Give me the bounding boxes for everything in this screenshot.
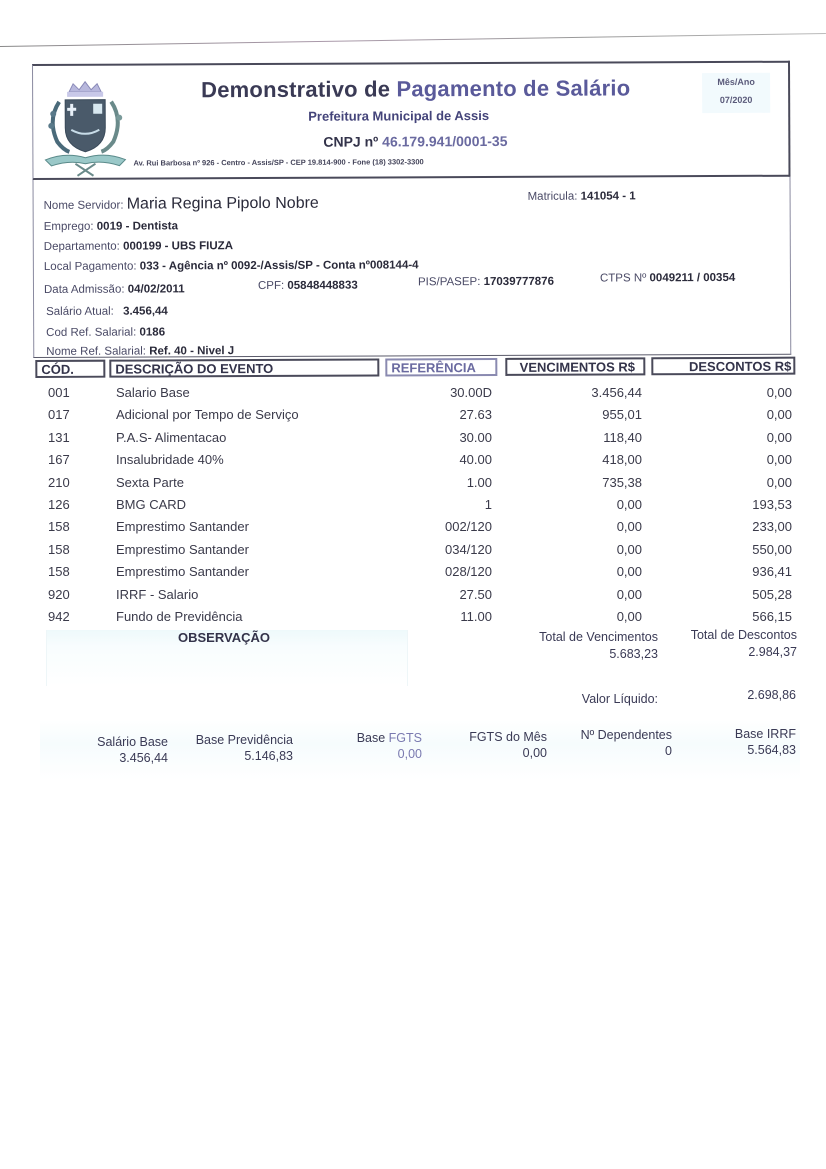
event-deductions: 0,00: [766, 407, 792, 423]
event-earnings: 0,00: [616, 586, 642, 602]
pis-value: 17039777876: [483, 275, 554, 289]
fgts-month: [446, 730, 547, 760]
column-header-earnings: VENCIMENTOS R$: [505, 357, 645, 376]
registration: [528, 190, 636, 202]
salary-ref-code-value: 0186: [139, 326, 166, 339]
event-deductions: 936,41: [752, 564, 792, 580]
job-label: Emprego:: [43, 220, 94, 233]
event-reference: 27.63: [459, 407, 492, 423]
event-earnings: 0,00: [616, 519, 642, 535]
irrf-base: [692, 727, 796, 757]
event-code: 131: [48, 429, 70, 445]
payslip: [32, 61, 795, 380]
column-header-reference: REFERÊNCIA: [385, 358, 497, 376]
table-row: [32, 494, 794, 516]
event-earnings: 0,00: [616, 496, 642, 512]
event-earnings: 118,40: [603, 429, 642, 445]
pension-base: [178, 733, 293, 763]
event-earnings: 0,00: [616, 564, 642, 580]
department-value: 000199 - UBS FIUZA: [123, 240, 234, 253]
event-reference: 002/120: [445, 519, 492, 535]
job: [44, 220, 178, 233]
event-deductions: 505,28: [752, 586, 792, 602]
event-reference: 034/120: [445, 541, 492, 557]
column-header-description: DESCRIÇÃO DO EVENTO: [109, 358, 379, 377]
payment-place-value: 033 - Agência nº 0092-/Assis/SP - Conta nº008144-4: [139, 259, 419, 273]
event-code: 158: [48, 519, 70, 535]
salary-base-label: Salário Base: [97, 735, 168, 749]
table-row: [32, 449, 794, 471]
total-deductions-value: 2.984,37: [748, 645, 797, 659]
event-earnings: 3.456,44: [591, 385, 642, 400]
admission-date: [44, 283, 185, 296]
coat-of-arms-icon: [39, 80, 131, 178]
employee-name: [44, 195, 319, 214]
event-code: 158: [48, 541, 70, 557]
event-reference: 028/120: [445, 564, 492, 580]
event-deductions: 0,00: [766, 474, 792, 490]
net-value-label: Valor Líquido:: [581, 692, 658, 706]
column-header-code: CÓD.: [35, 360, 105, 378]
total-earnings-label: Total de Vencimentos: [539, 630, 658, 644]
title-part-1: Demonstrativo de: [201, 76, 397, 103]
employee-name-label: Nome Servidor:: [43, 199, 124, 212]
employee-info: [33, 177, 792, 358]
employee-name-value: Maria Regina Pipolo Nobre: [126, 194, 319, 213]
pension-base-value: 5.146,83: [244, 749, 293, 763]
total-deductions-label: Total de Descontos: [690, 628, 797, 642]
event-code: 210: [48, 474, 70, 490]
fgts-base-value: 0,00: [397, 747, 422, 761]
event-deductions: 0,00: [766, 452, 792, 468]
fgts-base: [336, 731, 422, 761]
column-header-deductions: DESCONTOS R$: [651, 357, 795, 376]
salary-ref-code-label: Cod Ref. Salarial:: [46, 326, 137, 339]
table-row: [32, 561, 794, 583]
table-row: [32, 382, 794, 404]
current-salary: [46, 305, 168, 318]
pension-base-label: Base Previdência: [195, 733, 293, 747]
table-row: [32, 427, 794, 449]
period-box: [702, 73, 770, 113]
payment-place-label: Local Pagamento:: [43, 260, 137, 273]
fgts-base-label-2: FGTS: [388, 731, 422, 745]
events-table: [32, 382, 794, 628]
event-earnings: 0,00: [616, 541, 642, 557]
total-deductions: [668, 628, 797, 659]
event-deductions: 193,53: [752, 496, 792, 512]
total-earnings-value: 5.683,23: [609, 647, 658, 661]
fgts-month-value: 0,00: [522, 746, 547, 760]
fgts-month-label: FGTS do Mês: [469, 730, 547, 744]
event-description: Sexta Parte: [116, 474, 184, 490]
total-earnings: [510, 630, 658, 661]
event-reference: 1.00: [466, 474, 492, 490]
organization-name: Prefeitura Municipal de Assis: [308, 108, 490, 124]
document-title: [201, 75, 630, 103]
event-deductions: 566,15: [752, 608, 792, 624]
current-salary-label: Salário Atual:: [46, 305, 114, 318]
organization-address: Av. Rui Barbosa nº 926 - Centro - Assis/SP - CEP 19.814-900 - Fone (18) 3302-3300: [133, 157, 424, 168]
event-earnings: 955,01: [602, 407, 642, 423]
observation-title: OBSERVAÇÃO: [178, 630, 270, 645]
salary-ref-name: [46, 345, 234, 358]
event-earnings: 418,00: [602, 452, 642, 468]
event-description: Insalubridade 40%: [116, 452, 224, 468]
event-code: 920: [48, 586, 70, 602]
fgts-base-label-1: Base: [356, 731, 389, 745]
event-description: IRRF - Salario: [116, 586, 199, 602]
dependents: [558, 728, 672, 758]
irrf-base-label: Base IRRF: [734, 727, 796, 741]
event-code: 167: [48, 452, 70, 468]
irrf-base-value: 5.564,83: [747, 743, 796, 757]
cnpj-label: CNPJ nº: [323, 133, 383, 150]
event-description: Emprestimo Santander: [116, 519, 249, 535]
period-label: Mês/Ano: [717, 76, 755, 88]
event-code: 126: [48, 496, 70, 512]
registration-label: Matricula:: [527, 190, 578, 203]
event-description: Emprestimo Santander: [116, 564, 249, 580]
event-description: P.A.S- Alimentacao: [116, 429, 227, 445]
pis-pasep: [418, 276, 554, 289]
dependents-label: Nº Dependentes: [580, 728, 672, 742]
salary-ref-name-label: Nome Ref. Salarial:: [46, 345, 147, 358]
event-deductions: 0,00: [766, 385, 792, 400]
cpf-label: CPF:: [257, 279, 285, 293]
table-row: [32, 472, 794, 494]
scan-edge-line: [0, 33, 826, 47]
department-label: Departamento:: [43, 240, 120, 253]
ctps-label: CTPS Nº: [599, 272, 647, 285]
admission-label: Data Admissão:: [43, 283, 125, 296]
table-row: [32, 606, 794, 628]
event-deductions: 233,00: [752, 519, 792, 535]
period-value: 07/2020: [719, 94, 753, 105]
salary-ref-code: [46, 326, 165, 339]
salary-ref-name-value: Ref. 40 - Nivel J: [149, 345, 235, 358]
event-deductions: 550,00: [752, 541, 792, 557]
event-code: 001: [48, 385, 70, 400]
job-value: 0019 - Dentista: [96, 220, 178, 233]
table-row: [32, 404, 794, 426]
event-earnings: 0,00: [616, 608, 642, 624]
fgts-base-label: [336, 731, 422, 745]
dependents-value: 0: [665, 744, 672, 758]
event-reference: 1: [484, 496, 492, 512]
event-description: Salario Base: [116, 385, 190, 400]
event-reference: 27.50: [459, 586, 492, 602]
event-code: 158: [48, 564, 70, 580]
payslip-header: [32, 61, 790, 180]
event-description: Fundo de Previdência: [116, 608, 243, 624]
cpf-value: 05848448833: [287, 279, 358, 292]
event-deductions: 0,00: [766, 429, 792, 445]
title-part-2: Pagamento de Salário: [396, 75, 631, 102]
admission-value: 04/02/2011: [127, 283, 185, 296]
event-code: 942: [48, 608, 70, 624]
salary-base: [72, 735, 168, 765]
payment-place: [44, 259, 419, 273]
pis-label: PIS/PASEP:: [417, 276, 481, 289]
net-value: 2.698,86: [747, 688, 796, 702]
table-row: [32, 516, 794, 538]
event-reference: 40.00: [459, 452, 492, 468]
ctps: [600, 272, 735, 285]
event-code: 017: [48, 407, 70, 423]
table-row: [32, 539, 794, 561]
event-description: Emprestimo Santander: [116, 541, 249, 557]
current-salary-value: 3.456,44: [123, 305, 168, 318]
ctps-value: 0049211 / 00354: [649, 271, 736, 285]
event-reference: 11.00: [460, 608, 492, 624]
department: [44, 240, 233, 253]
cpf: [258, 280, 358, 292]
salary-base-value: 3.456,44: [119, 751, 168, 765]
event-reference: 30.00D: [450, 385, 492, 400]
table-row: [32, 584, 794, 606]
event-reference: 30.00: [459, 429, 492, 445]
event-description: Adicional por Tempo de Serviço: [116, 407, 299, 423]
cnpj: [323, 133, 507, 150]
event-description: BMG CARD: [116, 496, 187, 512]
registration-value: 141054 - 1: [580, 190, 636, 203]
cnpj-value: 46.179.941/0001-35: [382, 132, 508, 150]
event-earnings: 735,38: [602, 474, 642, 490]
